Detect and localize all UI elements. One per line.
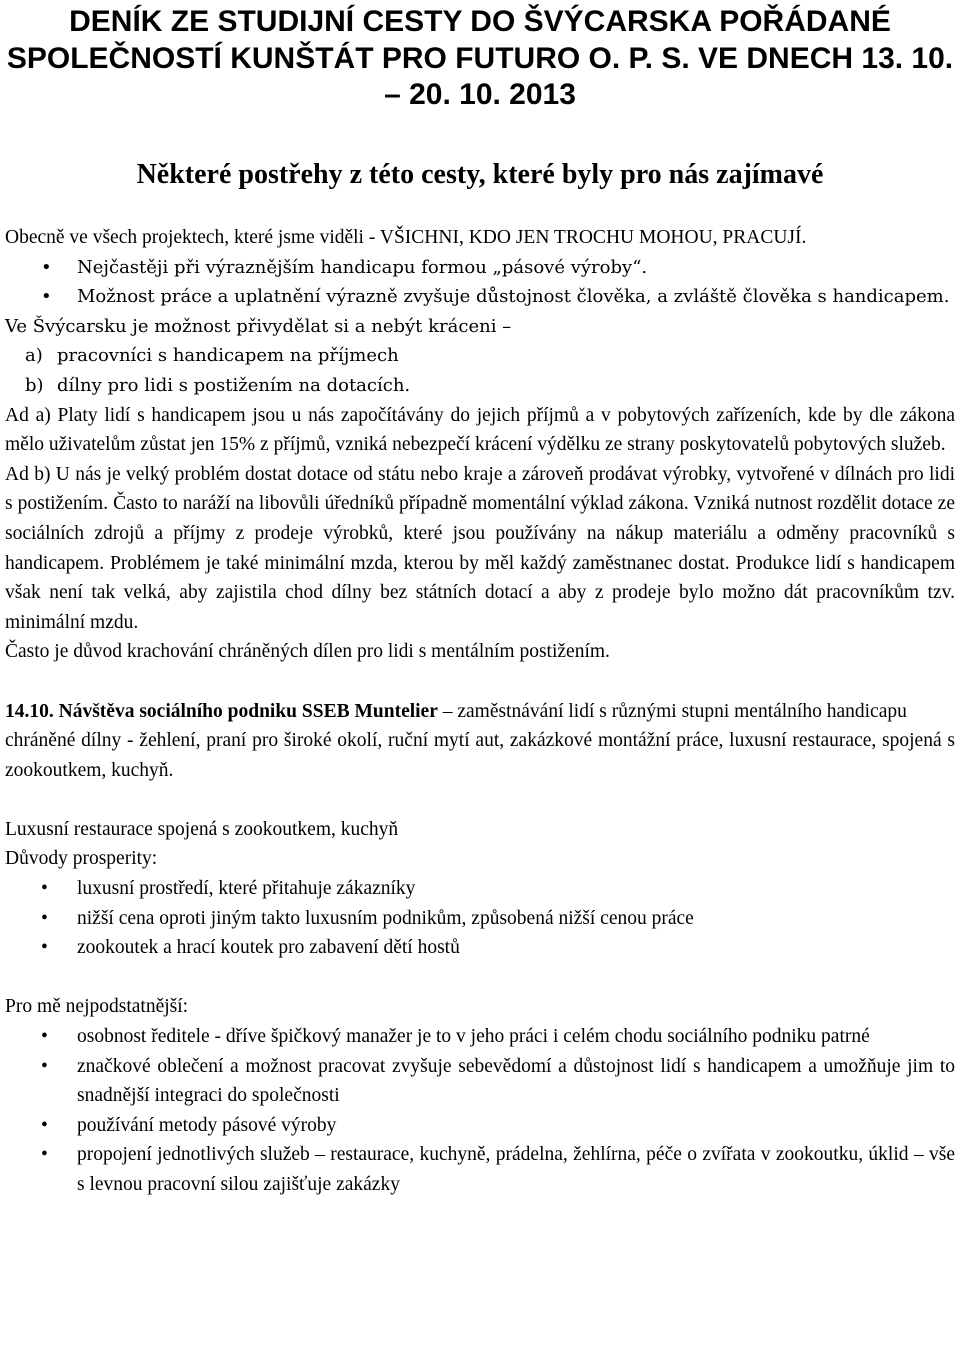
swiss-line: Ve Švýcarsku je možnost přivydělat si a nebýt kráceni – [5, 315, 512, 337]
list-item: • Možnost práce a uplatnění výrazně zvyšuje důstojnost člověka, a zvláště člověka s handicapem. [5, 282, 955, 312]
list-item: • nižší cena oproti jiným takto luxusním podnikům, způsobená nižší cenou práce [5, 904, 955, 934]
workshops-paragraph: chráněné dílny - žehlení, praní pro široké okolí, ruční mytí aut, zakázkové montážní práce, luxusní restaurace, spojená s zookoutkem, kuchyň. [5, 730, 955, 781]
bullet-icon: • [41, 907, 48, 929]
visit-heading [5, 697, 955, 727]
visit-date: 14.10. [5, 700, 54, 722]
main-body [5, 223, 955, 1200]
bullet-icon: • [41, 937, 48, 959]
visit-description: – zaměstnávání lidí s různými stupni mentálního handicapu [437, 700, 907, 722]
document-subtitle: Některé postřehy z této cesty, které byly pro nás zajímavé [136, 159, 824, 190]
spacer [5, 963, 955, 993]
bullet-icon: • [41, 1144, 48, 1166]
restaurant-heading: Luxusní restaurace spojená s zookoutkem, kuchyň [5, 818, 399, 840]
bullet-icon: • [41, 878, 48, 900]
list-item: • propojení jednotlivých služeb – restaurace, kuchyně, prádelna, žehlírna, péče o zvířata v zookoutku, úklid – vše s levnou pracovní silou zajišťuje zakázky [5, 1140, 955, 1199]
list-item: • používání metody pásové výroby [5, 1111, 955, 1141]
intro-paragraph: Obecně ve všech projektech, které jsme viděli - VŠICHNI, KDO JEN TROCHU MOHOU, PRACUJÍ. [5, 227, 807, 248]
bullet-icon: • [41, 256, 52, 278]
important-bullet-list [5, 1022, 955, 1200]
bullet-icon: • [41, 1114, 48, 1136]
bullet-icon: • [41, 1026, 48, 1048]
spacer [5, 785, 955, 815]
bullet-icon: • [41, 1055, 48, 1077]
list-item: a) pracovníci s handicapem na příjmech [25, 345, 399, 367]
document-title: DENÍK ZE STUDIJNÍ CESTY DO ŠVÝCARSKA POŘÁDANÉ SPOLEČNOSTÍ KUNŠTÁT PRO FUTURO O. P. S. VE DNECH 13. 10. – 20. 10. 2013 [6, 5, 954, 111]
prosperity-bullet-list [5, 874, 955, 963]
paragraph-ad-b: Ad b) U nás je velký problém dostat dotace od státu nebo kraje a zároveň prodávat výrobky, vytvořené v dílnách pro lidi s postižením. Často to naráží na libovůli úředníků případně momentální výklad zákona. Vzniká nutnost rozdělit dotace ze sociálních zdrojů a příjmy z prodeje výrobků, které jsou používány na nákup materiálu a odměny pracovníků s handicapem. Problémem je také minimální mzda, kterou by měl každý zaměstnanec dostat. Produkce lidí s handicapem však není tak velká, aby zajistila chod dílny bez státních dotací a aby z prodeje bylo možno dát pracovníkům tzv. minimální mzdu. [5, 463, 955, 633]
visit-name: Návštěva sociálního podniku SSEB Muntelier [58, 700, 438, 722]
paragraph-closing: Často je důvod krachování chráněných dílen pro lidi s mentálním postižením. [5, 641, 610, 663]
spacer [5, 667, 955, 697]
paragraph-ad-a: Ad a) Platy lidí s handicapem jsou u nás započítávány do jejich příjmů a v pobytových zařízeních, kde by dle zákona mělo uživatelům zůstat jen 15% z příjmů, vzniká nebezpečí krácení výdělku ze strany poskytovatelů pobytových služeb. [5, 404, 955, 456]
list-item: • Nejčastěji při výraznějším handicapu formou „pásové výroby“. [5, 253, 955, 283]
swiss-list [5, 341, 955, 400]
prosperity-heading: Důvody prosperity: [5, 848, 158, 870]
list-item: • zookoutek a hrací koutek pro zabavení dětí hostů [5, 933, 955, 963]
important-heading: Pro mě nejpodstatnější: [5, 996, 189, 1018]
list-item: • značkové oblečení a možnost pracovat zvyšuje sebevědomí a důstojnost lidí s handicapem a umožňuje jim to snadnější integraci do společnosti [5, 1052, 955, 1111]
list-item: • luxusní prostředí, které přitahuje zákazníky [5, 874, 955, 904]
intro-bullet-list [5, 253, 955, 312]
bullet-icon: • [41, 286, 52, 308]
list-item: b) dílny pro lidi s postižením na dotacích. [25, 374, 411, 396]
list-item: • osobnost ředitele - dříve špičkový manažer je to v jeho práci i celém chodu sociálního podniku patrné [5, 1022, 955, 1052]
